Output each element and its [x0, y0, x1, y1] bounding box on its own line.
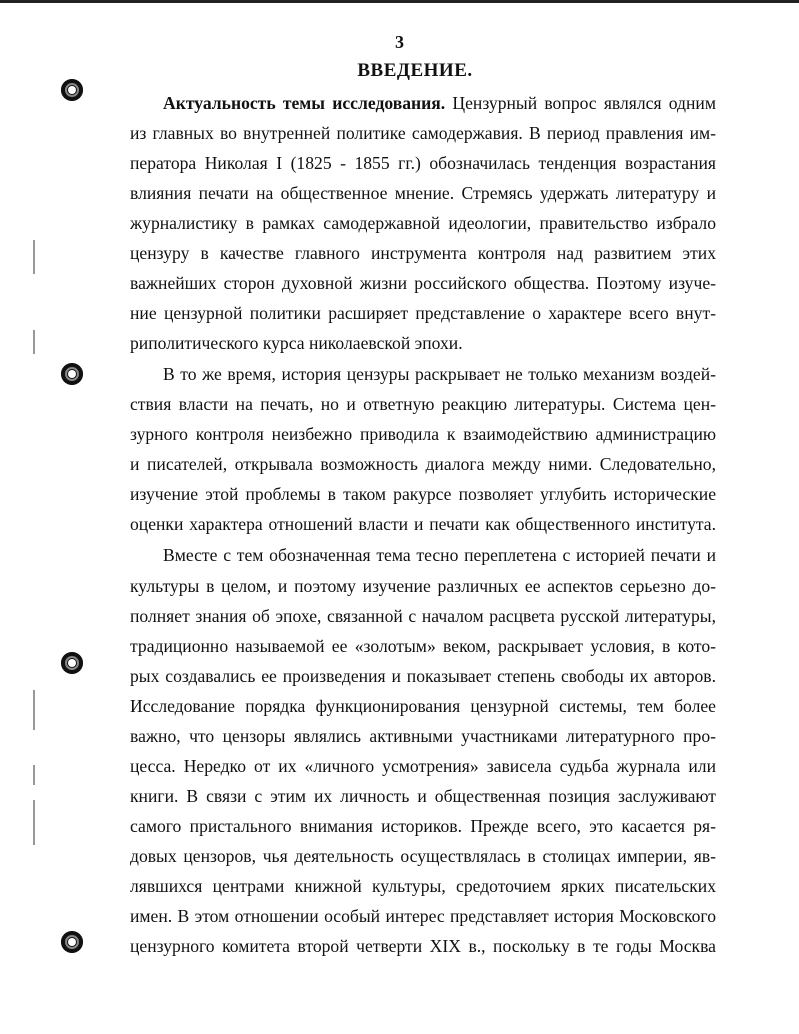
text-line: довых цензоров, чья деятельность осуществлялась в столицах империи, яв- — [130, 846, 716, 866]
text-line: лявшихся центрами книжной культуры, средоточием ярких писательских — [130, 876, 716, 896]
scan-margin-mark — [33, 765, 35, 785]
scan-margin-mark — [33, 690, 35, 730]
text-line: полняет знания об эпохе, связанной с началом расцвета русской литературы, — [130, 606, 716, 626]
punch-hole-icon — [61, 363, 83, 385]
text-line: культуры в целом, и поэтому изучение различных ее аспектов серьезно до- — [130, 576, 716, 596]
text-line: Исследование порядка функционирования цензурной системы, тем более — [130, 696, 716, 716]
text-line: цензуру в качестве главного инструмента контроля над развитием этих — [130, 243, 716, 263]
text-line: цензурного комитета второй четверти XIX в., поскольку в те годы Москва — [130, 936, 716, 956]
text-line: оценки характера отношений власти и печати как общественного института. — [130, 514, 716, 534]
section-heading-inline: Актуальность темы исследования. — [163, 93, 446, 113]
text-line: ние цензурной политики расширяет представление о характере всего внут- — [130, 303, 716, 323]
text-line: Вместе с тем обозначенная тема тесно переплетена с историей печати и — [163, 545, 716, 565]
scan-margin-mark — [33, 240, 35, 274]
text-line: и писателей, открывала возможность диалога между ними. Следовательно, — [130, 454, 716, 474]
text-line: из главных во внутренней политике самодержавия. В период правления им- — [130, 123, 716, 143]
scan-margin-mark — [33, 800, 35, 845]
text-line: зурного контроля неизбежно приводила к взаимодействию администрацию — [130, 424, 716, 444]
text-line: самого пристального внимания историков. Прежде всего, это касается ря- — [130, 816, 716, 836]
text-line: В то же время, история цензуры раскрывает не только механизм воздей- — [163, 364, 716, 384]
text-line: изучение этой проблемы в таком ракурсе позволяет углубить исторические — [130, 484, 716, 504]
text-line: ствия власти на печать, но и ответную реакцию литературы. Система цен- — [130, 394, 716, 414]
text-line: журналистику в рамках самодержавной идеологии, правительство избрало — [130, 213, 716, 233]
text-line: важно, что цензоры являлись активными участниками литературного про- — [130, 726, 716, 746]
page-title: ВВЕДЕНИЕ. — [357, 60, 473, 81]
text-line: важнейших сторон духовной жизни российского общества. Поэтому изуче- — [130, 273, 716, 293]
scan-margin-mark — [33, 330, 35, 354]
text-line: ператора Николая I (1825 - 1855 гг.) обозначилась тенденция возрастания — [130, 153, 716, 173]
punch-hole-icon — [61, 652, 83, 674]
text-line: рых создавались ее произведения и показывает степень свободы их авторов. — [130, 666, 716, 686]
page-number: 3 — [395, 32, 404, 52]
text-line: Актуальность темы исследования. Цензурный вопрос являлся одним — [163, 93, 716, 113]
text-line: имен. В этом отношении особый интерес представляет история Московского — [130, 906, 716, 926]
text-line: риполитического курса николаевской эпохи. — [130, 333, 463, 353]
text-line: традиционно называемой ее «золотым» веком, раскрывает условия, в кото- — [130, 636, 716, 656]
text-line: цесса. Нередко от их «личного усмотрения» зависела судьба журнала или — [130, 756, 716, 776]
text-line: книги. В связи с этим их личность и общественная позиция заслуживают — [130, 786, 716, 806]
scan-top-edge — [0, 0, 799, 3]
punch-hole-icon — [61, 79, 83, 101]
punch-hole-icon — [61, 931, 83, 953]
text-line: влияния печати на общественное мнение. Стремясь удержать литературу и — [130, 183, 716, 203]
